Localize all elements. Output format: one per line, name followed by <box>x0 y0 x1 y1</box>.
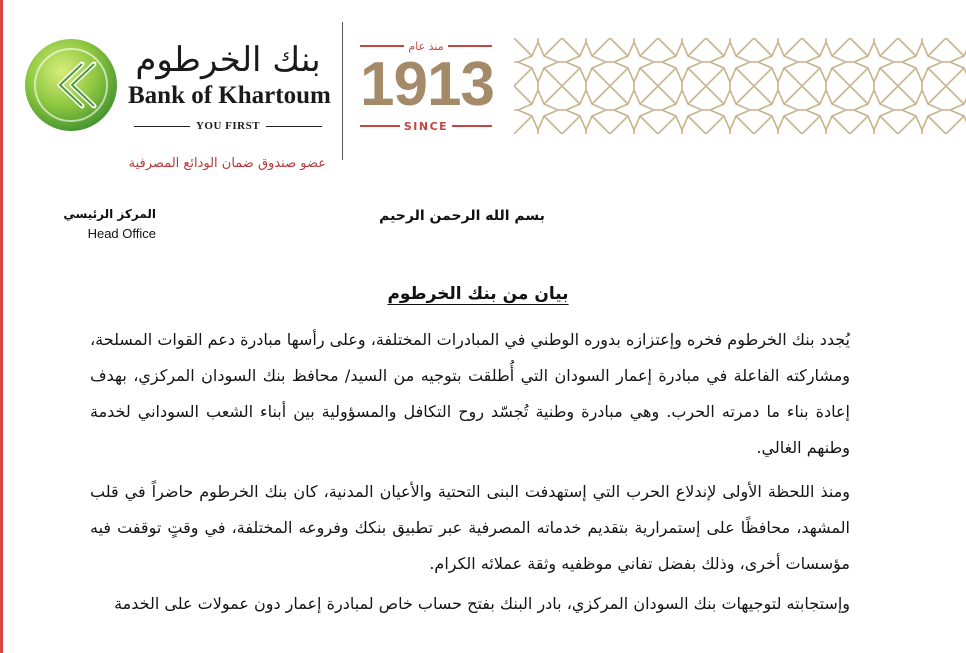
geometric-pattern-icon <box>514 38 966 134</box>
since-rule <box>452 125 492 127</box>
paragraph-war-continuity: ومنذ اللحظة الأولى لإندلاع الحرب التي إستهدفت البنى التحتية والأعيان المدنية، كان بنك الخرطوم حاضراً في قلب المشهد، محافظًا على إستمرارية بتقديم خدماته المصرفية عبر تطبيق بنكك وفروعه المختلفة، في وقتٍ توقفت فيه مؤسسات أخرى، وذلك بفضل تفاني موظفيه وثقة عملائه الكرام. <box>90 482 850 573</box>
since-rule <box>360 45 404 47</box>
since-1913-badge <box>360 38 492 134</box>
head-office-label-arabic: المركز الرئيسي <box>63 207 156 221</box>
since-arabic-text: منذ عام <box>408 39 444 53</box>
since-english-row <box>360 118 492 134</box>
paragraph-special-account: وإستجابته لتوجيهات بنك السودان المركزي، بادر البنك بفتح حساب خاص لمبادرة إعمار دون عمولات على الخدمة <box>114 594 850 613</box>
since-rule <box>360 125 400 127</box>
since-english-text: SINCE <box>403 119 449 133</box>
tagline-text: YOU FIRST <box>195 120 261 132</box>
since-rule <box>448 45 492 47</box>
head-office-label-english: Head Office <box>87 226 156 241</box>
tagline-rule-right <box>266 126 322 127</box>
tagline <box>134 118 322 134</box>
left-border-rule <box>0 0 3 653</box>
statement-title: بيان من بنك الخرطوم <box>387 284 569 304</box>
header-divider <box>342 22 343 160</box>
tagline-rule-left <box>134 126 190 127</box>
brand-name-arabic: بنك الخرطوم <box>135 40 321 80</box>
basmala: بسم الله الرحمن الرحيم <box>379 208 545 224</box>
deposit-guarantee-member-line: عضو صندوق ضمان الودائع المصرفية <box>128 156 326 171</box>
bank-logo-icon <box>24 38 118 132</box>
since-year: 1913 <box>360 50 494 119</box>
brand-name-english: Bank of Khartoum <box>128 82 331 109</box>
paragraph-initiatives: يُجدد بنك الخرطوم فخره وإعتزازه بدوره الوطني في المبادرات المختلفة، وعلى رأسها مبادرة دعم القوات المسلحة، ومشاركته الفاعلة في مبادرة إعمار السودان التي أُطلقت بتوجيه من السيد/ محافظ بنك السودان المركزي، بهدف إعادة بناء ما دمرته الحرب. وهي مبادرة وطنية تُجسّد روح التكافل والمسؤولية بين أبناء الشعب السوداني لخدمة وطنهم الغالي. <box>90 330 850 457</box>
